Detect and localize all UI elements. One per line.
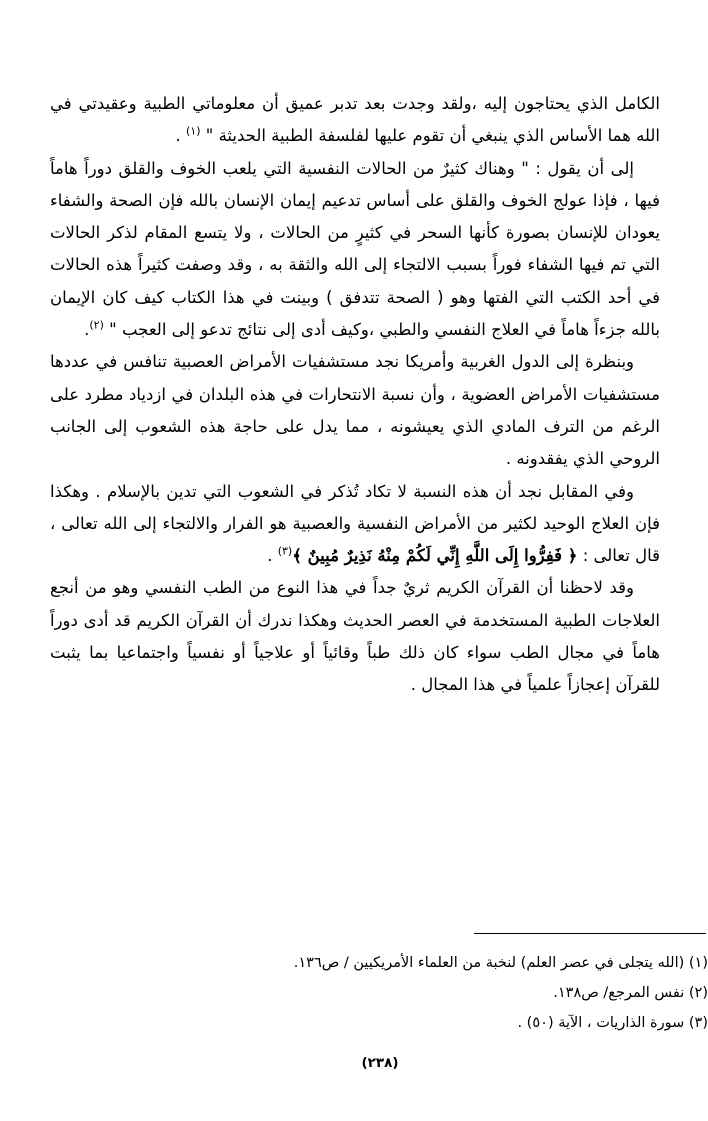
paragraph-5: وقد لاحظنا أن القرآن الكريم ثريٌ جداً في هذا النوع من الطب النفسي وهو من أنجع العلاجات الطبية المستخدمة في العصر الحديث وهكذا ندرك أن القرآن الكريم قد أدى دوراً هاماً في مجال الطب سواء كان ذلك طباً وقائياً أو علاجياً أو نفسياً واجتماعيا بما يثبت للقرآن إعجازاً علمياً في هذا المجال . (50, 578, 660, 695)
paragraph-4-end: . (267, 546, 273, 566)
body-text (50, 88, 660, 702)
footnote-divider (474, 933, 706, 934)
paragraph-1-text: الكامل الذي يحتاجون إليه ،ولقد وجدت بعد تدبر عميق أن معلوماتي الطبية وعقيدتي في الله هما الأساس الذي ينبغي أن تقوم عليها لفلسفة الطبية الحديثة " (50, 94, 660, 146)
paragraph-1-end: . (175, 126, 181, 146)
paragraph-2-end: . (84, 320, 90, 340)
quran-verse: ﴿ فَفِرُّوا إِلَى اللَّهِ إِنِّي لَكُمْ مِنْهُ نَذِيرٌ مُبِينٌ ﴾ (292, 546, 578, 566)
paragraph-3: وبنظرة إلى الدول الغربية وأمريكا نجد مستشفيات الأمراض العصبية تنافس في عددها مستشفيات الأمراض العضوية ، وأن نسبة الانتحارات في هذه البلدان في ازدياد مطرد على الرغم من الترف المادي الذي يعيشونه ، مما يدل على حاجة هذه الشعوب إلى الجانب الروحي الذي يفقدونه . (50, 352, 660, 469)
paragraph-4 (50, 476, 660, 573)
paragraph-4-text: وفي المقابل نجد أن هذه النسبة لا تكاد تُذكر في الشعوب التي تدين بالإسلام . وهكذا فإن العلاج الوحيد لكثير من الأمراض النفسية والعصبية هو الفرار والالتجاء إلى الله تعالى ، قال تعالى : (50, 481, 660, 566)
paragraph-1 (50, 88, 660, 153)
paragraph-2-text: إلى أن يقول : " وهناك كثيرٌ من الحالات النفسية التي يلعب الخوف والقلق دوراً هاماً فيها ، فإذا عولج الخوف والقلق على أساس تدعيم إيمان الإنسان بالله فإن الصحة والشفاء يعودان للإنسان بصورة كأنها السحر في كثيرٍ من الحالات ، ولا يتسع المقام لذكر الحالات التي تم فيها الشفاء فوراً بسبب الالتجاء إلى الله والثقة به ، وقد وصفت كثيراً هذه الحالات في أحد الكتب التي الفتها وهو ( الصحة تتدفق ) وبينت في هذا الكتاب كيف كان الإيمان بالله جزءاً هاماً في العلاج النفسي والطبي ،وكيف أدى إلى نتائج تدعو إلى العجب " (50, 158, 660, 340)
footnote-ref-2: (٢) (89, 318, 104, 332)
footnote-ref-3: (٣) (277, 544, 293, 558)
footnotes (48, 948, 708, 1038)
footnote-3: (٣) سورة الذاريات ، الآية (٥٠) . (517, 1015, 708, 1031)
footnote-1: (١) (الله يتجلى في عصر العلم) لنخبة من العلماء الأمريكيين / ص١٣٦. (293, 955, 708, 971)
footnote-ref-1: (١) (185, 124, 201, 138)
page-number: (٢٣٨) (361, 1055, 399, 1071)
footnote-2: (٢) نفس المرجع/ ص١٣٨. (553, 985, 708, 1001)
paragraph-2 (50, 153, 660, 347)
